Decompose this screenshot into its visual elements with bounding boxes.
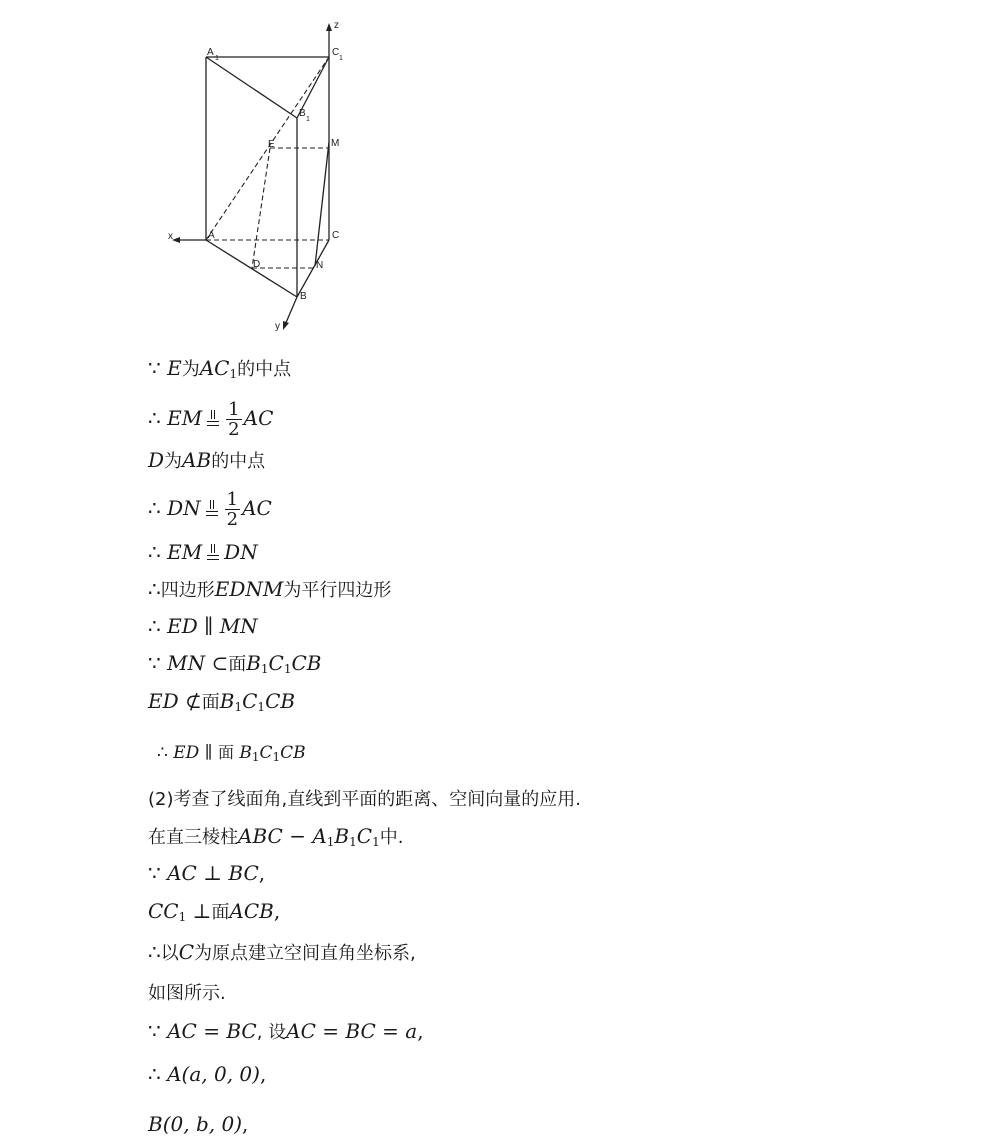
z-arrow-icon [326, 23, 332, 31]
math-var: C [178, 940, 195, 964]
fraction [225, 490, 240, 529]
text-fragment: 的中点 [237, 359, 292, 380]
math-var: ED [173, 743, 200, 763]
punctuation: , [259, 1062, 267, 1086]
minus-symbol: − [289, 824, 306, 848]
coordinate: (0, b, 0) [162, 1112, 242, 1136]
fraction-denominator: 2 [226, 509, 239, 530]
punctuation: , [417, 1019, 424, 1043]
math-var: A [167, 1062, 182, 1086]
proof-line-7 [148, 614, 258, 638]
math-var: BC [228, 861, 259, 885]
punctuation: , [242, 1112, 249, 1136]
label-c1: C [332, 47, 340, 58]
proof-line-2 [148, 400, 273, 439]
parallel-symbol: ∥ [204, 614, 214, 638]
coordinate: (a, 0, 0) [181, 1062, 260, 1086]
because-symbol: ∵ [148, 861, 161, 885]
math-var: C [242, 689, 258, 713]
subscript: 1 [283, 662, 292, 676]
proof-line-16 [148, 980, 226, 1006]
math-var: ABC [238, 824, 283, 848]
equals-symbol: = [203, 1019, 220, 1043]
y-arrow-icon [283, 321, 289, 330]
math-var: MN [167, 651, 206, 675]
therefore-symbol: ∴ [148, 577, 161, 601]
math-var: C [356, 824, 373, 848]
subscript: 1 [178, 910, 187, 924]
math-var: E [167, 356, 182, 380]
label-c1-sub: 1 [339, 55, 343, 62]
equals-symbol: = [382, 1019, 399, 1043]
math-var: AC [167, 1019, 197, 1043]
math-var: EDNM [214, 577, 284, 601]
proof-line-14 [148, 899, 280, 929]
proof-line-18 [148, 1062, 266, 1086]
math-var: BC [226, 1019, 257, 1043]
math-var: EM [167, 406, 203, 430]
text-fragment: 面 [201, 692, 220, 713]
label-b1-sub: 1 [306, 116, 310, 123]
proof-line-17 [148, 1019, 424, 1045]
parallel-equal-icon [205, 543, 221, 565]
label-a: A [208, 230, 215, 241]
math-var: a [405, 1019, 418, 1043]
punctuation: , [258, 861, 266, 885]
math-var: A [312, 824, 327, 848]
because-symbol: ∵ [148, 356, 161, 380]
therefore-symbol: ∴ [148, 1062, 161, 1086]
math-var: MN [219, 614, 258, 638]
prism-figure [160, 14, 360, 336]
label-e: E [268, 139, 275, 150]
perpendicular-symbol: ⊥ [203, 861, 223, 885]
math-var: DN [224, 540, 258, 564]
math-var: CC [148, 899, 179, 923]
subscript: 1 [257, 700, 266, 714]
text-fragment: 四边形 [160, 580, 215, 601]
text-fragment: 为原点建立空间直角坐标系, [194, 943, 416, 964]
math-var: CB [265, 689, 296, 713]
subscript: 1 [229, 367, 238, 381]
text-fragment: 中. [379, 827, 404, 848]
math-var: AC [167, 861, 197, 885]
therefore-symbol: ∴ [157, 743, 168, 763]
proof-line-10 [157, 741, 306, 769]
text-fragment: 如图所示. [148, 983, 226, 1004]
math-var: C [268, 651, 284, 675]
label-a1-sub: 1 [215, 55, 219, 62]
text-fragment: 以 [160, 943, 179, 964]
label-n: N [316, 260, 324, 271]
subscript: 1 [251, 750, 260, 764]
label-d: D [253, 259, 261, 270]
x-arrow-icon [172, 237, 180, 243]
math-var: ED [148, 689, 179, 713]
subscript: 1 [349, 835, 357, 849]
text-fragment: 面 [228, 654, 247, 675]
math-var: B [219, 689, 235, 713]
text-fragment: (2)考查了线面角,直线到平面的距离、空间向量的应用. [148, 789, 581, 810]
subscript: 1 [272, 750, 281, 764]
equals-symbol: = [322, 1019, 340, 1043]
text-fragment: 面 [217, 743, 234, 762]
perpendicular-symbol: ⊥ [192, 899, 212, 923]
proof-line-1 [148, 356, 291, 386]
label-a1: A [207, 47, 214, 58]
text-fragment: 为平行四边形 [283, 580, 392, 601]
because-symbol: ∵ [148, 1019, 161, 1043]
segment-mn [315, 142, 329, 266]
math-var: B [334, 824, 350, 848]
because-symbol: ∵ [148, 651, 161, 675]
text-fragment: 为 [181, 359, 200, 380]
fraction-numerator: 1 [226, 489, 239, 510]
math-var: B [239, 743, 252, 763]
math-var: C [259, 743, 273, 763]
punctuation: , [273, 899, 281, 923]
proof-line-9 [148, 689, 295, 719]
edge-ab [206, 240, 297, 297]
proof-line-13 [148, 861, 265, 885]
math-var: B [246, 651, 261, 675]
therefore-symbol: ∴ [148, 406, 161, 430]
subset-symbol: ⊂ [211, 651, 229, 675]
math-var: AC [242, 496, 272, 520]
not-subset-symbol: ⊄ [185, 689, 202, 713]
therefore-symbol: ∴ [148, 496, 161, 520]
label-z-axis: z [334, 20, 339, 31]
subscript: 1 [260, 662, 269, 676]
section-2-heading [148, 786, 581, 812]
parallel-symbol: ∥ [204, 743, 213, 763]
proof-line-12 [148, 824, 403, 854]
fraction-numerator: 1 [228, 399, 240, 420]
math-var: AC [243, 406, 274, 430]
fraction-denominator: 2 [228, 419, 240, 440]
label-x-axis: x [168, 231, 173, 242]
math-var: CB [280, 743, 306, 763]
therefore-symbol: ∴ [148, 614, 161, 638]
subscript: 1 [234, 700, 243, 714]
parallel-equal-icon [204, 499, 220, 521]
math-var: EM [167, 540, 203, 564]
subscript: 1 [372, 835, 380, 849]
edge-a1b1 [206, 57, 297, 118]
label-b1: B [299, 108, 306, 119]
fraction [226, 400, 241, 439]
proof-line-6 [148, 577, 391, 603]
math-var: BC [345, 1019, 376, 1043]
proof-line-3 [148, 448, 265, 474]
text-fragment: 面 [211, 902, 230, 923]
segment-ed [252, 148, 270, 268]
text-fragment: 在直三棱柱 [148, 827, 238, 848]
math-var: DN [167, 496, 201, 520]
math-var: D [148, 448, 165, 472]
subscript: 1 [326, 835, 335, 849]
math-var: AB [182, 448, 212, 472]
math-var: B [148, 1112, 163, 1136]
text-fragment: 的中点 [211, 451, 266, 472]
label-b: B [300, 291, 307, 302]
text-fragment: 为 [164, 451, 183, 472]
label-c: C [332, 230, 340, 241]
math-var: AC [199, 356, 230, 380]
therefore-symbol: ∴ [148, 940, 161, 964]
proof-line-5 [148, 540, 258, 565]
math-var: CB [291, 651, 322, 675]
text-fragment: , 设 [256, 1022, 287, 1043]
therefore-symbol: ∴ [148, 540, 161, 564]
proof-line-15 [148, 940, 416, 966]
y-axis [285, 297, 297, 325]
proof-line-8 [148, 651, 322, 681]
proof-line-4 [148, 490, 272, 529]
label-y-axis: y [275, 321, 280, 332]
parallel-equal-icon [205, 409, 221, 431]
label-m: M [331, 138, 340, 149]
math-var: ACB [229, 899, 274, 923]
proof-line-19 [148, 1112, 248, 1136]
prism-diagram-svg [160, 14, 360, 336]
math-var: ED [167, 614, 198, 638]
math-var: AC [286, 1019, 316, 1043]
